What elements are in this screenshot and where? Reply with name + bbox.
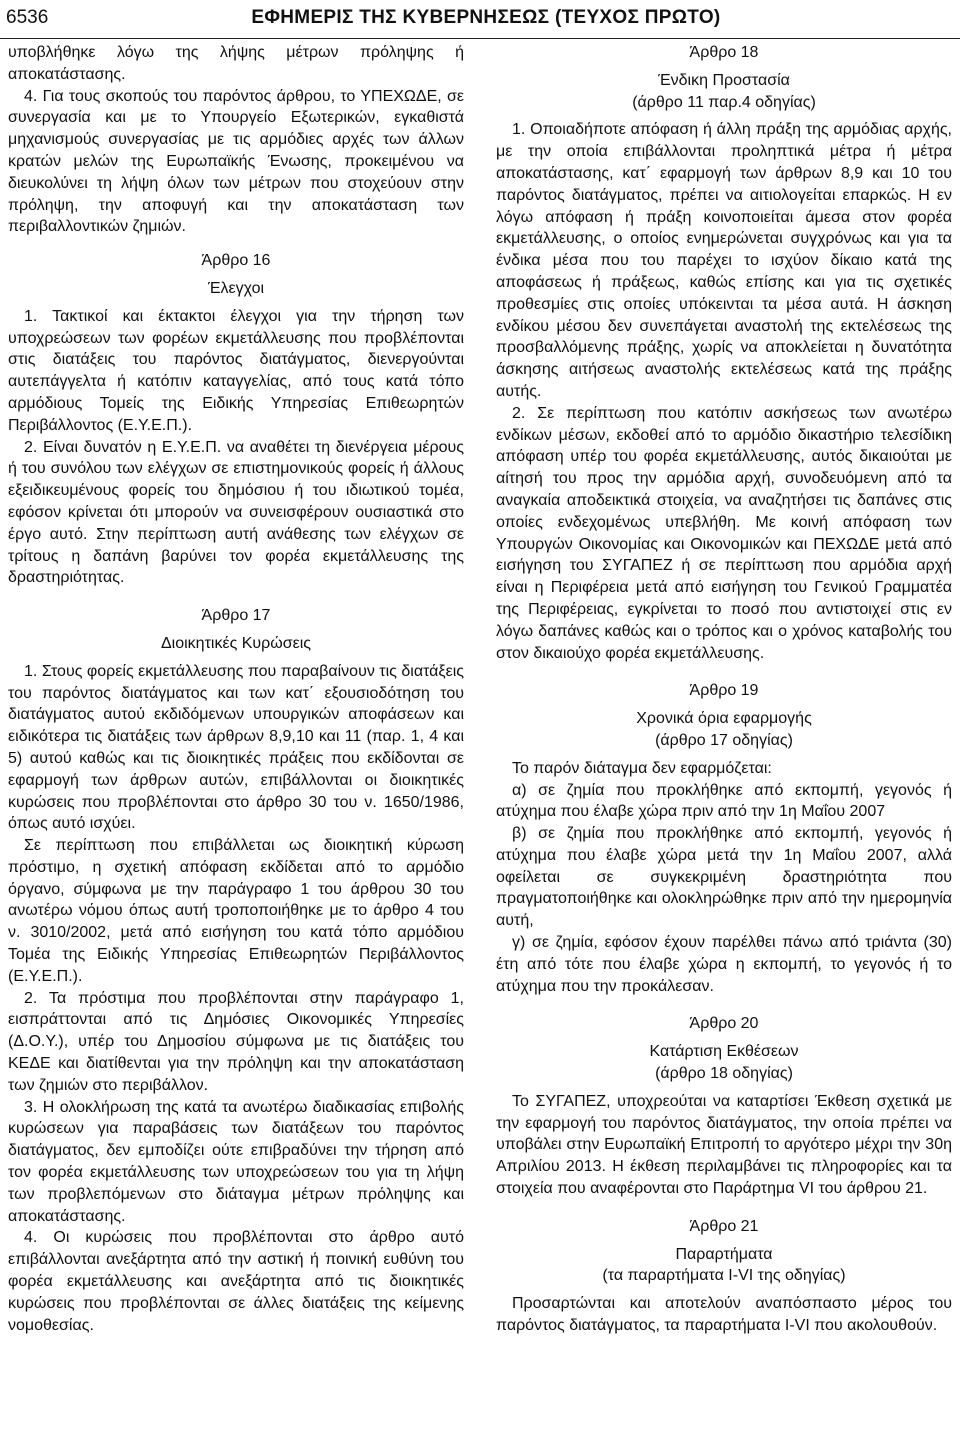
paragraph-continuation: υποβλήθηκε λόγω της λήψης μέτρων πρόληψης ή αποκατάστασης.	[8, 44, 464, 83]
article-19-item-a: α) σε ζημία που προκλήθηκε από εκπομπή, γεγονός ή ατύχημα που έλαβε χώρα πριν από την 1η Μαΐου 2007	[496, 781, 952, 821]
article-21-paragraph: Προσαρτώνται και αποτελούν αναπόσπαστο μέρος του παρόντος διατάγματος, τα παραρτήματα Ι-VI που ακολουθούν.	[496, 1295, 952, 1335]
paragraph-4: 4. Για τους σκοπούς του παρόντος άρθρου, το ΥΠΕΧΩΔΕ, σε συνεργασία και με το Υπουργείο Εξωτερικών, εγκαθιστά μηχανισμούς συνεργασίας με τις αρμόδιες αρχές των άλλων κρατών μελών της Ευρωπαϊκής Ένωσης, προκειμένου να διευκολύνει τη λήψη όλων των μέτρων που στοχεύουν στην πρόληψη, την αποφυγή και την αποκατάσταση των περιβαλλοντικών ζημιών.	[8, 87, 464, 236]
left-column	[8, 42, 464, 1336]
article-17-paragraph-3: 3. Η ολοκλήρωση της κατά τα ανωτέρω διαδικασίας επιβολής κυρώσεων για παραβάσεις των διατάξεων του παρόντος διατάγματος, δεν εμποδίζει ούτε επιβραδύνει την τήρηση από τον φορέα εκμετάλλευσης των υποχρεώσεων του για τη λήψη των προβλεπόμενων στο διάταγμα μέτρων πρόληψης και αποκατάστασης.	[8, 1098, 464, 1225]
header-rule	[0, 38, 960, 39]
page-header	[6, 2, 954, 34]
article-19-item-b: β) σε ζημία που προκλήθηκε από εκπομπή, γεγονός ή ατύχημα που έλαβε χώρα μετά την 1η Μαΐου 2007, αλλά οφείλεται σε συγκεκριμένη δραστηριότητα που πραγματοποιήθηκε και ολοκληρώθηκε πριν από την ημερομηνία αυτή,	[496, 825, 952, 930]
article-17-title: Άρθρο 17	[201, 607, 271, 625]
article-18-title: Άρθρο 18	[689, 44, 759, 61]
article-21-subtitle: Παραρτήματα	[675, 1245, 773, 1263]
article-16-title: Άρθρο 16	[201, 252, 271, 270]
right-column	[496, 42, 952, 1337]
article-18-paragraph-2: 2. Σε περίπτωση που κατόπιν ασκήσεως των ανωτέρω ενδίκων μέσων, εκδοθεί από το αρμόδιο δικαστήριο τελεσίδικη απόφαση υπέρ του φορέα εκμετάλλευσης, αυτός δικαιούται με αίτησή του προς την αρμόδια αρχή, συνοδευόμενη από τα αναγκαία αποδεικτικά στοιχεία, να αναζητήσει τις δαπάνες στις οποίες ενδεχομένως υπεβλήθη. Με κοινή απόφαση των Υπουργών Οικονομίας και Οικονομικών και ΠΕΧΩΔΕ μετά από εισήγηση του ΣΥΓΑΠΕΖ ή σε περίπτωση που αρμόδια αρχή είναι η Περιφέρεια μετά από εισήγηση του Γενικού Γραμματέα της Περιφέρειας, εγκρίνεται το ποσό που αντιστοιχεί στις εν λόγω δαπάνες καθώς και ο τρόπος και ο χρόνος καταβολής του στον δικαιούχο φορέα εκμετάλλευσης.	[496, 404, 952, 662]
article-19-subtitle: Χρονικά όρια εφαρμογής	[636, 710, 812, 728]
article-19-title: Άρθρο 19	[689, 682, 759, 700]
article-16-paragraph-2: 2. Είναι δυνατόν η Ε.Υ.Ε.Π. να αναθέτει τη διενέργεια μέρους ή του συνόλου των ελέγχων σε επιστημονικούς φορείς ή άλλους εξειδικευμένους φορείς του δημόσιου ή του ιδιωτικού τομέα, εφόσον κρίνεται ότι μπορούν να συνεισφέρουν ουσιαστικά στο έργο αυτό. Στην περίπτωση αυτή ανάθεσης των ελέγχων σε τρίτους η δαπάνη βαρύνει τον φορέα εκμετάλλευσης της δραστηριότητας.	[8, 438, 464, 587]
article-20-title: Άρθρο 20	[689, 1015, 759, 1033]
article-16-subtitle: Έλεγχοι	[207, 279, 265, 297]
article-17-paragraph-1b: Σε περίπτωση που επιβάλλεται ως διοικητική κύρωση πρόστιμο, η σχετική απόφαση εκδίδεται από το αρμόδιο όργανο, σύμφωνα με την παράγραφο 1 του άρθρου 30 του ανωτέρω νόμου όπως αυτή τροποποιήθηκε με το άρθρο 4 του ν. 3010/2002, μετά από εισήγηση του κατά τόπο αρμόδιου Τομέα της Ειδικής Υπηρεσίας Επιθεωρητών Περιβάλλοντος (Ε.Υ.Ε.Π.).	[8, 837, 464, 985]
page-number: 6536	[6, 7, 49, 28]
article-19-reference: (άρθρο 17 οδηγίας)	[655, 731, 793, 749]
gazette-title: ΕΦΗΜΕΡΙΣ ΤΗΣ ΚΥΒΕΡΝΗΣΕΩΣ (ΤΕΥΧΟΣ ΠΡΩΤΟ)	[251, 7, 721, 28]
article-21-title: Άρθρο 21	[689, 1217, 759, 1235]
article-17-paragraph-4: 4. Οι κυρώσεις που προβλέπονται στο άρθρο αυτό επιβάλλονται ανεξάρτητα από την αστική ή ποινική ευθύνη του φορέα εκμετάλλευσης και ανεξάρτητα από τις διοικητικές κυρώσεις που προβλέπονται σε άλλες διατάξεις της κείμενης νομοθεσίας.	[8, 1229, 464, 1334]
article-17-subtitle: Διοικητικές Κυρώσεις	[160, 634, 312, 652]
article-19-item-c: γ) σε ζημία, εφόσον έχουν παρέλθει πάνω από τριάντα (30) έτη από τότε που έλαβε χώρα η εκπομπή, το γεγονός ή το ατύχημα που την προκάλεσαν.	[496, 934, 952, 995]
article-19-intro: Το παρόν διάταγμα δεν εφαρμόζεται:	[512, 759, 772, 777]
article-16-paragraph-1: 1. Τακτικοί και έκτακτοι έλεγχοι για την τήρηση των υποχρεώσεων των φορέων εκμετάλλευσης που προβλέπονται στις διατάξεις του παρόντος διατάγματος, διενεργούνται αυτεπάγγελτα ή κατόπιν καταγγελίας, από τους κατά τόπο αρμόδιους Τομείς της Ειδικής Υπηρεσίας Επιθεωρητών Περιβάλλοντος (Ε.Υ.Ε.Π.).	[8, 307, 464, 434]
article-18-reference: (άρθρο 11 παρ.4 οδηγίας)	[632, 93, 816, 111]
article-21-reference: (τα παραρτήματα Ι-VI της οδηγίας)	[602, 1267, 846, 1285]
article-18-paragraph-1: 1. Οποιαδήποτε απόφαση ή άλλη πράξη της αρμόδιας αρχής, με την οποία επιβάλλονται προληπτικά μέτρα ή μέτρα αποκατάστασης, κατ΄ εφαρμογή των άρθρων 8,9 και 10 του παρόντος διατάγματος, πρέπει να αιτιολογείται επαρκώς. Η εν λόγω απόφαση ή πράξη κοινοποιείται άμεσα στον φορέα εκμετάλλευσης, ο οποίος ενημερώνεται συγχρόνως και για τα ένδικα μέσα που του παρέχει το ισχύον δίκαιο κατά της αποφάσεως ή πράξεως, καθώς επίσης και για τις σχετικές προθεσμίες στις οποίες υπόκεινται τα μέσα αυτά. Η άσκηση ενδίκου μέσου δεν συνεπάγεται αναστολή της εκτελέσεως της προσβαλλόμενης πράξης, χωρίς να αποκλείεται η δυνατότητα άσκησης αιτήσεως αναστολής εκτελέσεως κατά της πράξης αυτής.	[496, 121, 952, 400]
article-18-subtitle: Ένδικη Προστασία	[658, 71, 790, 89]
article-20-paragraph: Το ΣΥΓΑΠΕΖ, υποχρεούται να καταρτίσει Έκθεση σχετικά με την εφαρμογή του παρόντος διατάγματος, την οποία πρέπει να υποβάλει στην Ευρωπαϊκή Επιτροπή το αργότερο μέχρι την 30η Απριλίου 2013. Η έκθεση περιλαμβάνει τις πληροφορίες και τα στοιχεία που αναφέρονται στο Παράρτημα VI του άρθρου 21.	[496, 1092, 952, 1198]
article-20-reference: (άρθρο 18 οδηγίας)	[655, 1065, 793, 1083]
article-17-paragraph-1: 1. Στους φορείς εκμετάλλευσης που παραβαίνουν τις διατάξεις του παρόντος διατάγματος και των κατ΄ εξουσιοδότηση του διατάγματος αυτού εκδιδόμενων υπουργικών αποφάσεων και ειδικότερα τις διατάξεις των άρθρων 8,9,10 και 11 (παρ. 1, 4 και 5) αυτού καθώς και τις διοικητικές πράξεις που εκδίδονται σε εφαρμογή των άρθρων αυτών, επιβάλλονται οι διοικητικές κυρώσεις που προβλέπονται στο άρθρο 30 του ν. 1650/1986, όπως αυτό ισχύει.	[8, 662, 464, 833]
article-17-paragraph-2: 2. Τα πρόστιμα που προβλέπονται στην παράγραφο 1, εισπράττονται από τις Δημόσιες Οικονομικές Υπηρεσίες (Δ.Ο.Υ.), υπέρ του Δημοσίου σύμφωνα με τις διατάξεις του ΚΕΔΕ και διατίθενται για την πρόληψη και την αποκατάσταση των ζημιών στο περιβάλλον.	[8, 989, 464, 1094]
article-20-subtitle: Κατάρτιση Εκθέσεων	[649, 1043, 799, 1061]
